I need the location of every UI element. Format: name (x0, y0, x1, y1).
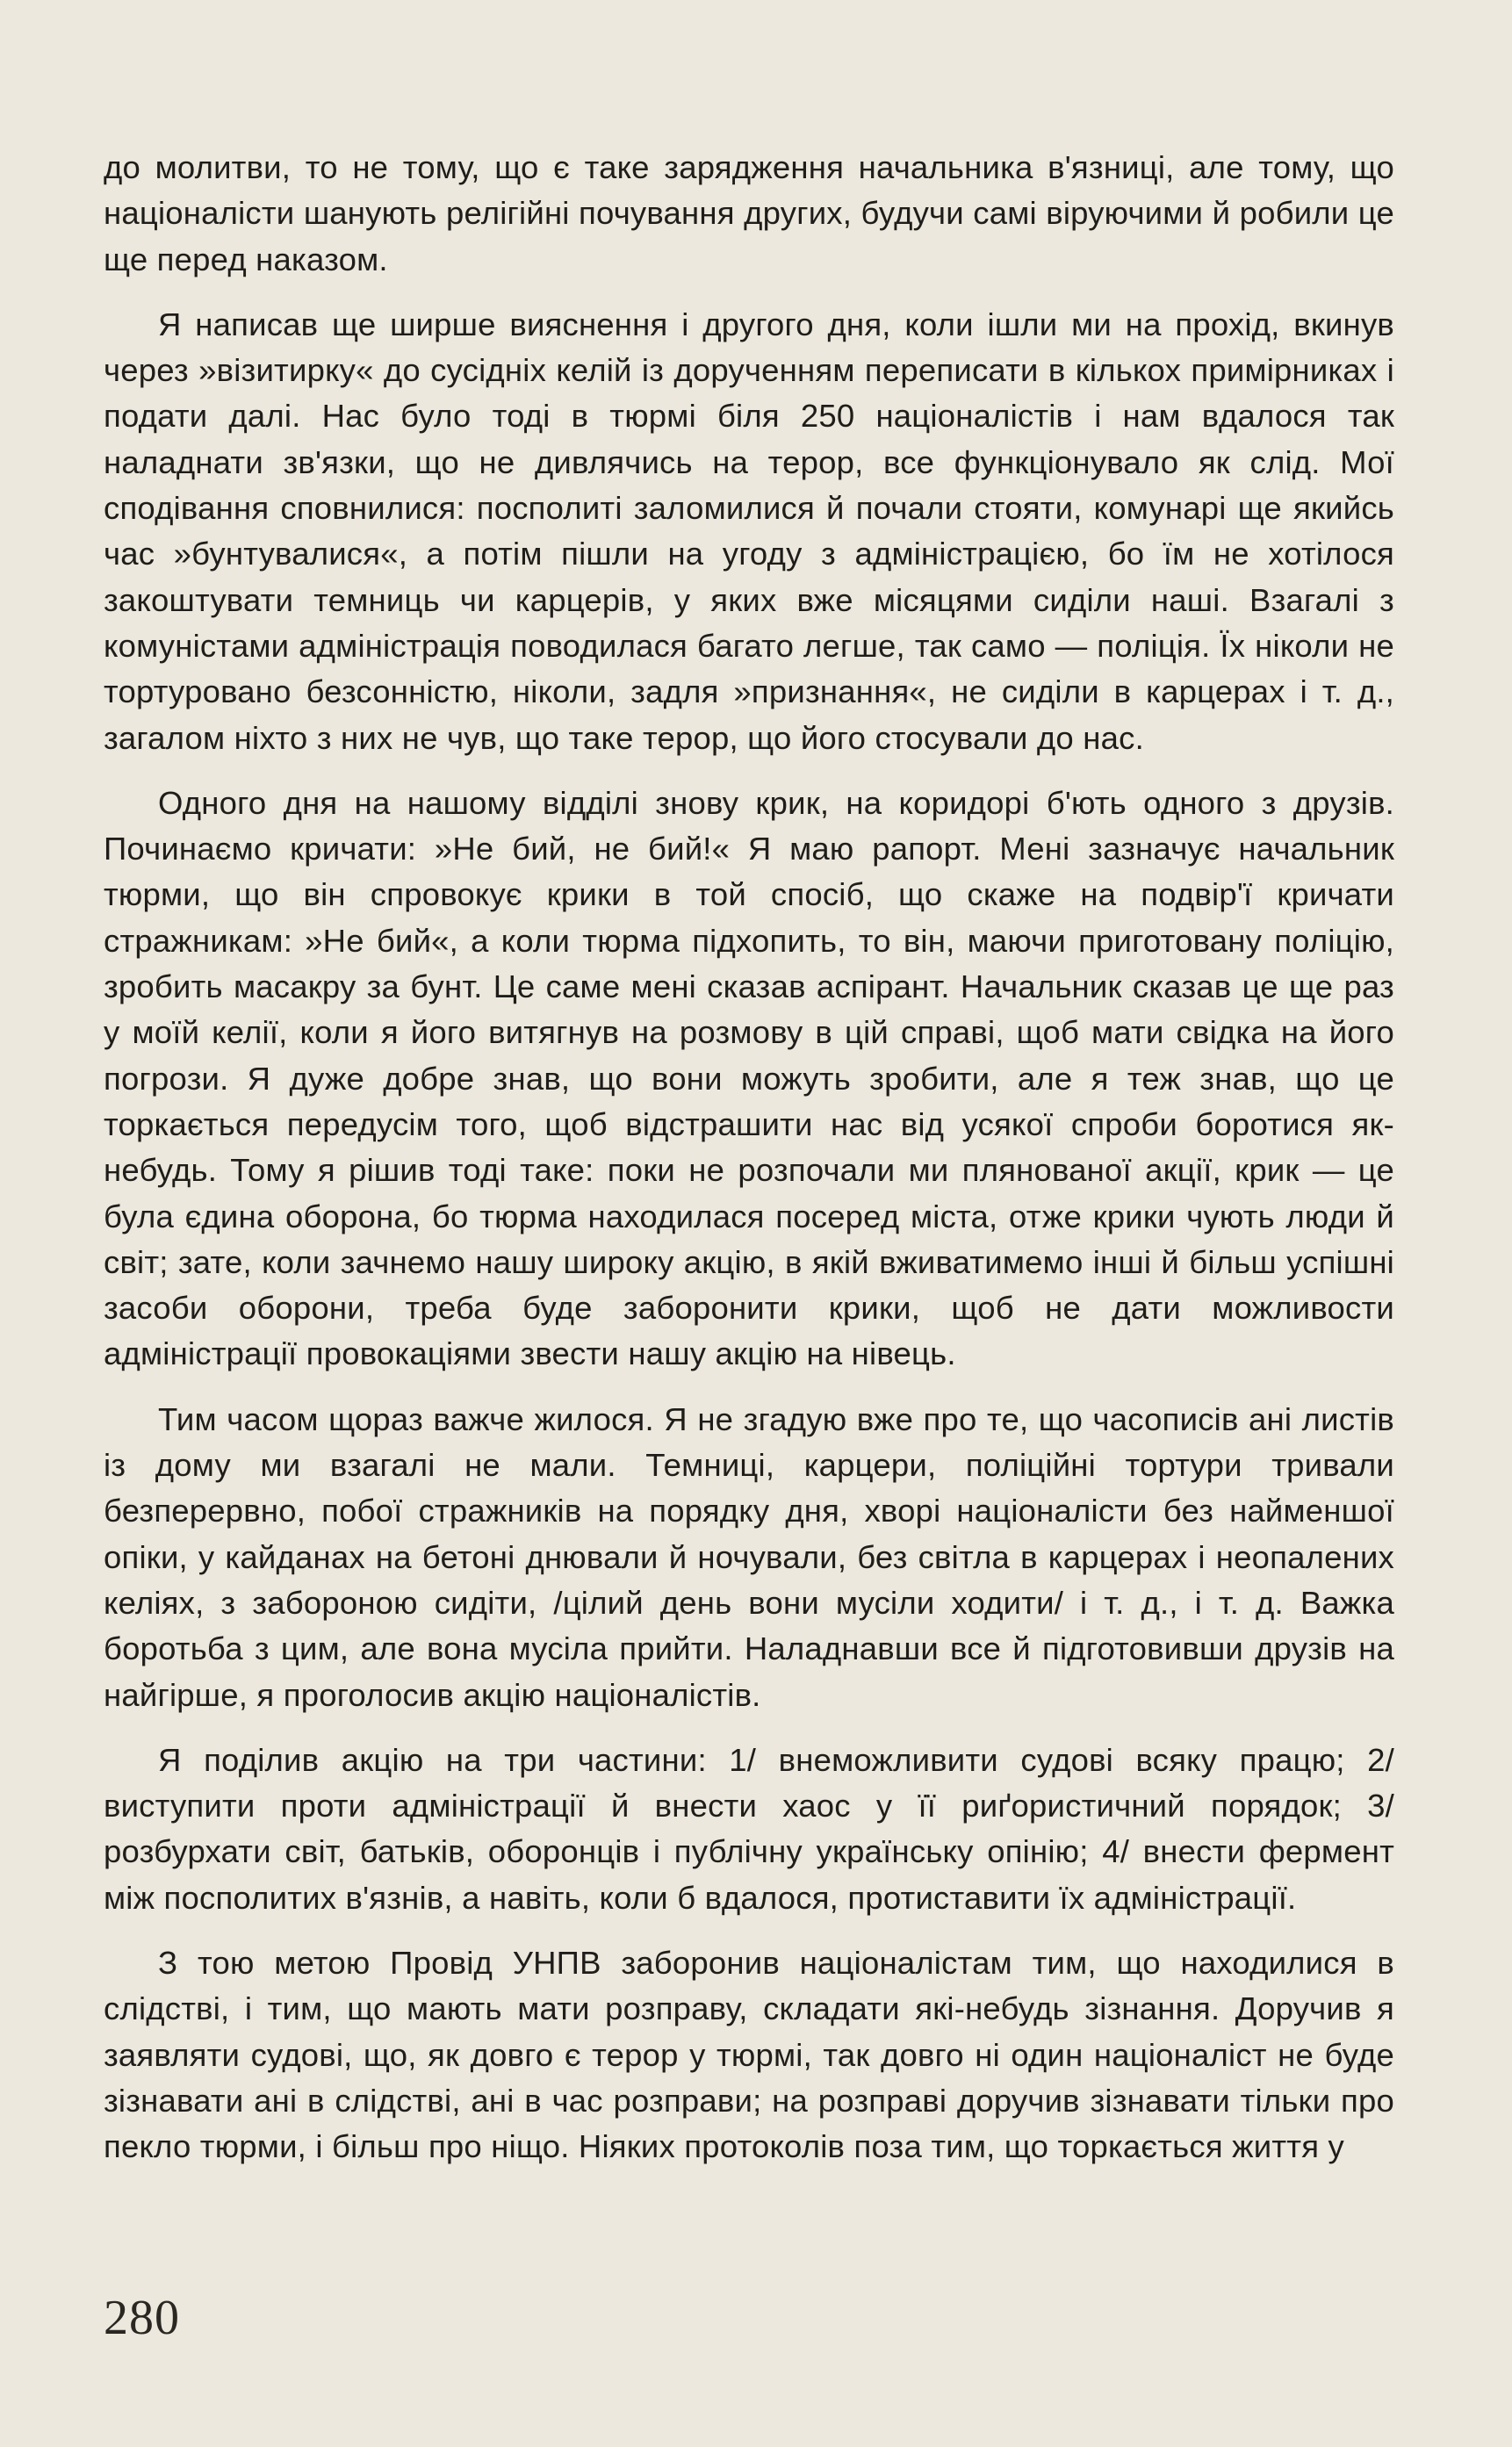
paragraph-2: Я написав ще ширше вияснення і другого дня, коли ішли ми на прохід, вкинув через »візитирку« до сусідніх келій із дорученням переписати в кількох примірниках і подати далі. Нас було тоді в тюрмі біля 250 націоналістів і нам вдалося так наладнати зв'язки, що не дивлячись на терор, все функціонувало як слід. Мої сподівання сповнилися: посполиті заломилися й почали стояти, комунарі ще якийсь час »бунтувалися«, а потім пішли на угоду з адміністрацією, бо їм не хотілося закоштувати темниць чи карцерів, у яких вже місяцями сиділи наші. Взагалі з комуністами адміністрація поводилася багато легше, так само — поліція. Їх ніколи не тортуровано безсонністю, ніколи, задля »признання«, не сиділи в карцерах і т. д., загалом ніхто з них не чув, що таке терор, що його стосували до нас. (104, 306, 1394, 756)
paragraph-6: З тою метою Провід УНПВ заборонив націоналістам тим, що находилися в слідстві, і тим, що мають мати розправу, складати які-небудь зізнання. Доручив я заявляти судові, що, як довго є терор у тюрмі, так довго ні один націоналіст не буде зізнавати ані в слідстві, ані в час розправи; на розправі доручив зізнавати тільки про пекло тюрми, і більш про ніщо. Ніяких протоколів поза тим, що торкається життя у (104, 1944, 1394, 2165)
paragraph-5: Я поділив акцію на три частини: 1/ внеможливити судові всяку працю; 2/ виступити проти адміністрації й внести хаос у її риґористичний порядок; 3/ розбурхати світ, батьків, оборонців і публічну українську опінію; 4/ внести фермент між посполитих в'язнів, а навіть, коли б вдалося, протиставити їх адміністрації. (104, 1741, 1394, 1916)
paragraph-4: Тим часом щораз важче жилося. Я не згадую вже про те, що часописів ані листів із дому ми взагалі не мали. Темниці, карцери, поліційні тортури тривали безперервно, побої стражників на порядку дня, хворі націоналісти без найменшої опіки, у кайданах на бетоні днювали й ночували, без світла в карцерах і неопалених келіях, з забороною сидіти, /цілий день вони мусіли ходити/ і т. д., і т. д. Важка боротьба з цим, але вона мусіла прийти. Наладнавши все й підготовивши друзів на найгірше, я проголосив акцію націоналістів. (104, 1400, 1394, 1713)
page-body-text (104, 145, 1394, 2189)
paragraph-3: Одного дня на нашому відділі знову крик, на коридорі б'ють одного з друзів. Починаємо кричати: »Не бий, не бий!« Я маю рапорт. Мені зазначує начальник тюрми, що він спровокує крики в той спосіб, що скаже на подвір'ї кричати стражникам: »Не бий«, а коли тюрма підхопить, то він, маючи приготовану поліцію, зробить масакру за бунт. Це саме мені сказав аспірант. Начальник сказав це ще раз у моїй келії, коли я його витягнув на розмову в цій справі, щоб мати свідка на його погрози. Я дуже добре знав, що вони можуть зробити, але я теж знав, що це торкається передусім того, щоб відстрашити нас від усякої спроби боротися як-небудь. Тому я рішив тоді таке: поки не розпочали ми плянованої акції, крик — це була єдина оборона, бо тюрма находилася посеред міста, отже крики чують люди й світ; зате, коли зачнемо нашу широку акцію, в якій вживатимемо інші й більш успішні засоби оборони, треба буде заборонити крики, щоб не дати можливости адміністрації провокаціями звести нашу акцію на нівець. (104, 784, 1394, 1372)
paragraph-1: до молитви, то не тому, що є таке зарядження начальника в'язниці, але тому, що націоналісти шанують релігійні почування других, будучи самі віруючими й робили це ще перед наказом. (104, 149, 1394, 277)
page-number: 280 (104, 2291, 180, 2345)
